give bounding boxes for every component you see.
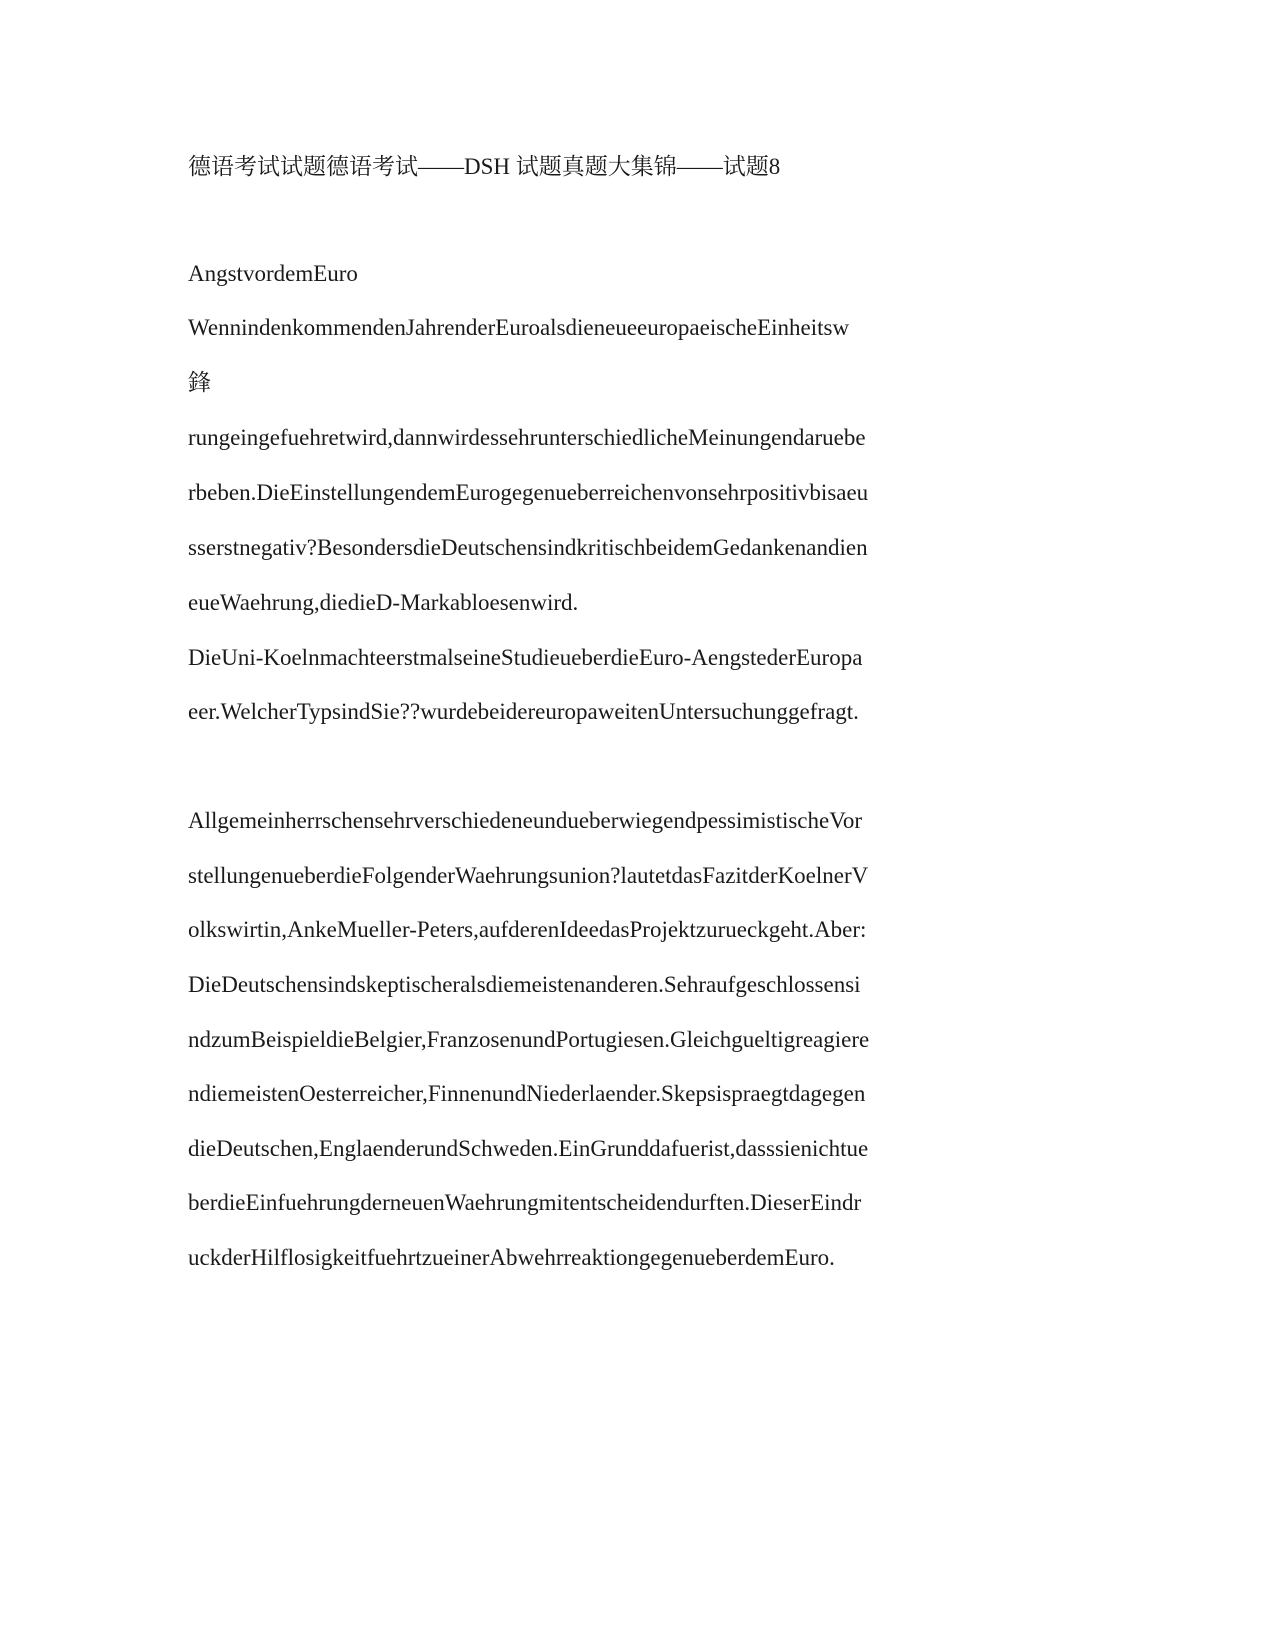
text-line: ndzumBeispieldieBelgier,FranzosenundPortugiesen.Gleichgueltigreagiere <box>188 1027 870 1052</box>
text-line: 鋒 <box>188 370 211 395</box>
text-line: stellungenueberdieFolgenderWaehrungsunion?lautetdasFazitderKoelnerV <box>188 863 869 888</box>
text-line: dieDeutschen,EnglaenderundSchweden.EinGrunddafuerist,dasssienichtue <box>188 1136 869 1161</box>
text-line: berdieEinfuehrungderneuenWaehrungmitentscheidendurften.DieserEindr <box>188 1190 862 1215</box>
text-line: eueWaehrung,diedieD-Markabloesenwird. <box>188 590 579 615</box>
text-line: DieUni-KoelnmachteerstmalseineStudieueberdieEuro-AengstederEuropa <box>188 645 863 670</box>
text-line: AngstvordemEuro <box>188 261 358 286</box>
document-title: 德语考试试题德语考试——DSH 试题真题大集锦——试题8 <box>188 154 781 179</box>
text-line: WennindenkommendenJahrenderEuroalsdieneueeuropaeischeEinheitsw <box>188 315 850 340</box>
text-line: eer.WelcherTypsindSie??wurdebeidereuropaweitenUntersuchunggefragt. <box>188 699 859 724</box>
text-line: rungeingefuehretwird,dannwirdessehrunterschiedlicheMeinungendaruebe <box>188 425 866 450</box>
text-line: rbeben.DieEinstellungendemEurogegenueberreichenvonsehrpositivbisaeu <box>188 480 869 505</box>
text-line: ndiemeistenOesterreicher,FinnenundNiederlaender.Skepsispraegtdagegen <box>188 1081 866 1106</box>
text-line: uckderHilflosigkeitfuehrtzueinerAbwehrreaktiongegenueberdemEuro. <box>188 1245 835 1270</box>
text-line: DieDeutschensindskeptischeralsdiemeistenanderen.Sehraufgeschlossensi <box>188 972 861 997</box>
text-line: AllgemeinherrschensehrverschiedeneundueberwiegendpessimistischeVor <box>188 808 863 833</box>
text-line: sserstnegativ?BesondersdieDeutschensindkritischbeidemGedankenandien <box>188 535 868 560</box>
text-line: olkswirtin,AnkeMueller-Peters,aufderenIdeedasProjektzurueckgeht.Aber: <box>188 917 867 942</box>
